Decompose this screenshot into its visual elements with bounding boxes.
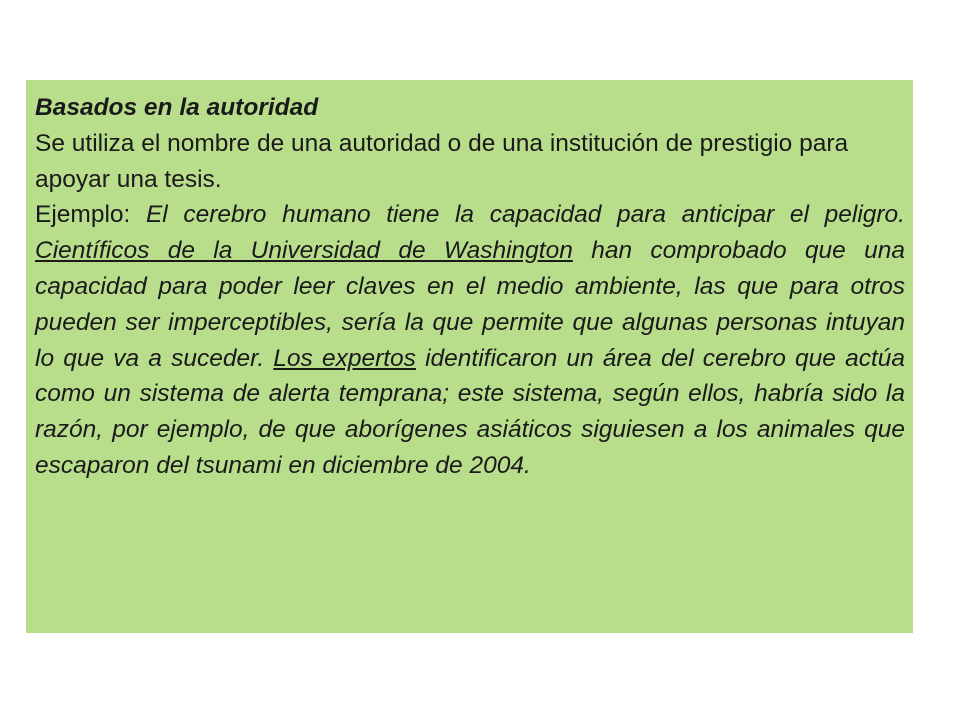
authority-reference-2: Los expertos — [273, 344, 416, 372]
example-text-2: han comprobado que una capacidad para poder leer claves en el medio ambiente, las que para otros pueden ser imperceptibles, sería la que permite que algunas personas intuyan lo que va a suceder. — [35, 237, 905, 372]
example-text-1: El cerebro humano tiene la capacidad para anticipar el peligro. — [145, 201, 905, 229]
box-title: Basados en la autoridad — [35, 94, 319, 121]
argument-box — [26, 80, 913, 633]
authority-reference-1: Científicos de la Universidad de Washington — [35, 237, 573, 265]
example-label: Ejemplo: — [35, 201, 146, 229]
box-intro: Se utiliza el nombre de una autoridad o de una institución de prestigio para apoyar una tesis. — [35, 129, 849, 193]
example-paragraph — [35, 197, 905, 483]
example-text-3: identificaron un área del cerebro que actúa como un sistema de alerta temprana; este sistema, según ellos, habría sido la razón, por ejemplo, de que aborígenes asiáticos siguiesen a los animales que escaparon del tsunami en diciembre de 2004. — [35, 344, 906, 479]
